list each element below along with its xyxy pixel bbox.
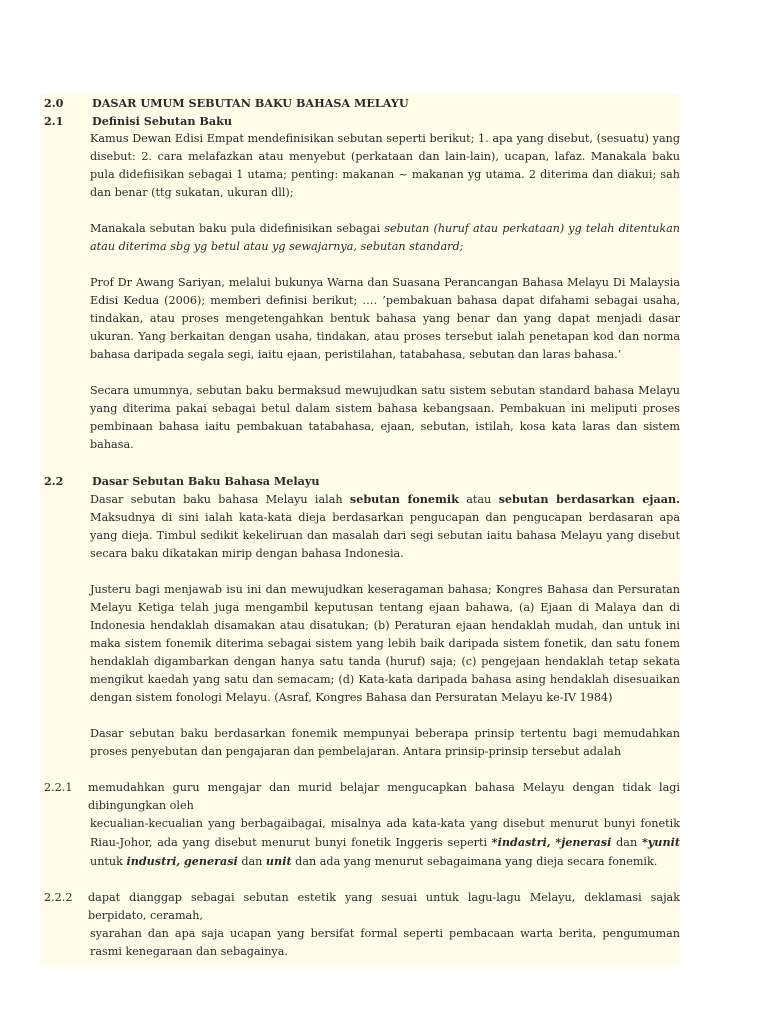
blank-line bbox=[40, 202, 680, 220]
section-number: 2.1 bbox=[44, 114, 64, 128]
blank-line bbox=[40, 364, 680, 382]
blank-line bbox=[40, 256, 680, 274]
blank-line bbox=[40, 707, 680, 725]
bold-italic-word: generasi bbox=[183, 854, 238, 868]
paragraph bbox=[40, 490, 680, 563]
section-title: Dasar Sebutan Baku Bahasa Melayu bbox=[92, 474, 320, 488]
bold-italic-word: *indastri, bbox=[491, 835, 551, 849]
subsection-body: syarahan dan apa saja ucapan yang bersifat formal seperti pembacaan warta berita, pengumuman rasmi kenegaraan dan sebagainya. bbox=[90, 927, 680, 958]
blank-line bbox=[40, 871, 680, 889]
section-title: DASAR UMUM SEBUTAN BAKU BAHASA MELAYU bbox=[92, 96, 409, 110]
paragraph: Secara umumnya, sebutan baku bermaksud mewujudkan satu sistem sebutan standard bahasa Melayu yang diterima pakai sebagai betul dalam sistem bahasa kebangsaan. Pembakuan ini meliputi proses pembinaan bahasa iaitu pembakuan tatabahasa, ejaan, sebutan, istilah, kosa kata laras dan sistem bahasa. bbox=[90, 384, 680, 451]
text-run: dan bbox=[611, 836, 642, 849]
subsection-2-2-1 bbox=[40, 779, 680, 815]
section-number: 2.0 bbox=[44, 96, 64, 110]
document-page bbox=[40, 94, 680, 967]
blank-line bbox=[40, 761, 680, 779]
subsection-first-line: dapat dianggap sebagai sebutan estetik yang sesuai untuk lagu-lagu Melayu, deklamasi sajak berpidato, ceramah, bbox=[88, 891, 680, 922]
heading-2-1 bbox=[40, 112, 680, 130]
heading-2-2 bbox=[40, 472, 680, 490]
paragraph: Justeru bagi menjawab isu ini dan mewujudkan keseragaman bahasa; Kongres Bahasa dan Persuratan Melayu Ketiga telah juga mengambil keputusan tentang ejaan bahawa, (a) Ejaan di Malaya dan di Indonesia hendaklah disamakan atau disatukan; (b) Peraturan ejaan hendaklah mudah, dan untuk ini maka sistem fonemik diterima sebagai sistem yang lebih baik daripada sistem fonetik, dan satu fonem hendaklah digambarkan dengan hanya satu tanda (huruf) saja; (c) pengejaan hendaklah tetap sekata mengikut kaedah yang satu dan semacam; (d) Kata-kata daripada bahasa asing hendaklah disesuaikan dengan sistem fonologi Melayu. (Asraf, Kongres Bahasa dan Persuratan Melayu ke-IV 1984) bbox=[90, 583, 680, 704]
bold-italic-word: industri, bbox=[126, 854, 181, 868]
text-run: untuk bbox=[90, 855, 127, 868]
text-run: Dasar sebutan baku bahasa Melayu ialah bbox=[90, 493, 350, 506]
text-run: dan bbox=[237, 855, 266, 868]
subsection-number: 2.2.1 bbox=[44, 781, 73, 794]
bold-italic-word: *yunit bbox=[641, 835, 680, 849]
paragraph: Kamus Dewan Edisi Empat mendefinisikan sebutan seperti berikut; 1. apa yang disebut, (sesuatu) yang disebut: 2. cara melafazkan atau menyebut (perkataan dan lain-lain), ucapan, lafaz. Manakala baku pula didefiisikan sebagai 1 utama; penting: makanan ~ makanan yg utama. 2 diterima dan diakui; sah dan benar (ttg sukatan, ukuran dll); bbox=[90, 132, 680, 199]
blank-line bbox=[40, 454, 680, 472]
subsection-2-2-2 bbox=[40, 889, 680, 925]
text-run: dan ada yang menurut sebagaimana yang dieja secara fonemik. bbox=[291, 855, 658, 868]
subsection-body bbox=[40, 815, 680, 871]
blank-line bbox=[40, 563, 680, 581]
heading-2-0 bbox=[40, 94, 680, 112]
paragraph: Dasar sebutan baku berdasarkan fonemik mempunyai beberapa prinsip tertentu bagi memudahkan proses penyebutan dan pengajaran dan pembelajaran. Antara prinsip-prinsip tersebut adalah bbox=[90, 727, 680, 758]
text-run: Maksudnya di sini ialah kata-kata dieja berdasarkan pengucapan dan pengucapan berdasaran apa yang dieja. Timbul sedikit kekeliruan dan masalah dari segi sebutan iaitu bahasa Melayu yang disebut secara baku dikatakan mirip dengan bahasa Indonesia. bbox=[90, 511, 680, 560]
section-title: Definisi Sebutan Baku bbox=[92, 114, 232, 128]
bold-term: sebutan berdasarkan ejaan. bbox=[498, 492, 680, 506]
bold-term: sebutan fonemik bbox=[349, 492, 459, 506]
paragraph bbox=[40, 220, 680, 256]
text-run: atau bbox=[458, 493, 499, 506]
subsection-first-line: memudahkan guru mengajar dan murid belajar mengucapkan bahasa Melayu dengan tidak lagi dibingungkan oleh bbox=[88, 781, 680, 812]
bold-italic-word: unit bbox=[265, 854, 292, 868]
section-number: 2.2 bbox=[44, 474, 64, 488]
paragraph: Prof Dr Awang Sariyan, melalui bukunya Warna dan Suasana Perancangan Bahasa Melayu Di Malaysia Edisi Kedua (2006); memberi definisi berikut; …. ’pembakuan bahasa dapat difahami sebagai usaha, tindakan, atau proses mengetengahkan bentuk bahasa yang benar dan yang dapat menjadi dasar ukuran. Yang berkaitan dengan usaha, tindakan, atau proses tersebut ialah penetapan kod dan norma bahasa daripada segala segi, iaitu ejaan, peristilahan, tatabahasa, sebutan dan laras bahasa.’ bbox=[90, 276, 680, 361]
text-run: Manakala sebutan baku pula didefinisikan sebagai bbox=[90, 222, 385, 235]
subsection-number: 2.2.2 bbox=[44, 891, 73, 904]
text-run: kecualian-kecualian yang berbagaibagai, misalnya ada kata-kata yang disebut menurut bunyi fonetik Riau-Johor, ada yang disebut menurut bunyi fonetik Inggeris seperti bbox=[90, 817, 680, 849]
bold-italic-word: *jenerasi bbox=[555, 835, 612, 849]
italic-definition: sebutan (huruf atau perkataan) yg telah ditentukan atau diterima sbg yg betul atau yg sewajarnya, sebutan standard; bbox=[90, 222, 680, 253]
